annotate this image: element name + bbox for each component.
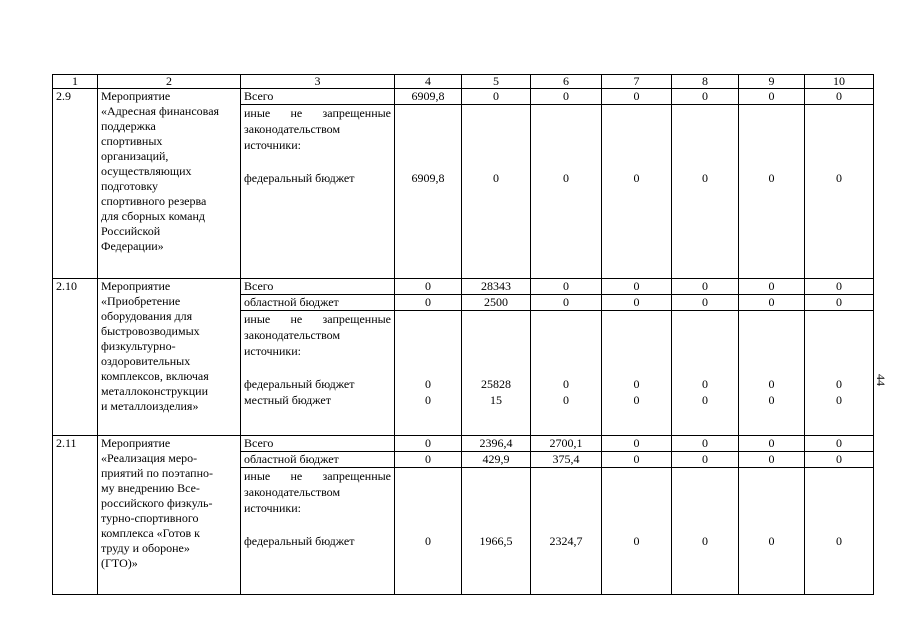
value-cell: 0 — [805, 105, 874, 279]
s210-number: 2.10 — [53, 279, 98, 436]
funding-table — [52, 74, 874, 595]
value-cell: 0 — [531, 279, 602, 295]
header-cell: 2 — [98, 75, 241, 89]
value-cell: 0 — [672, 436, 739, 452]
value-cell: 0 0 — [531, 311, 602, 436]
header-cell: 8 — [672, 75, 739, 89]
s211-number: 2.11 — [53, 436, 98, 595]
header-row — [53, 75, 874, 89]
sources-label-cell: иные не запрещенные законодательством источники: федеральный бюджет — [241, 468, 395, 595]
value-cell: 0 — [672, 452, 739, 468]
value-cell: 0 — [739, 279, 805, 295]
value-cell: 28343 — [462, 279, 531, 295]
value-cell: 0 — [805, 89, 874, 105]
header-cell: 3 — [241, 75, 395, 89]
value-cell: 0 — [395, 468, 462, 595]
value-cell: 0 — [395, 279, 462, 295]
value-cell: 0 — [805, 295, 874, 311]
header-cell: 6 — [531, 75, 602, 89]
value-cell: 0 — [805, 279, 874, 295]
page-number: 44 — [874, 374, 888, 386]
header-cell: 1 — [53, 75, 98, 89]
value-cell: 0 — [395, 295, 462, 311]
value-cell: 0 — [602, 105, 672, 279]
value-cell: 0 — [531, 89, 602, 105]
s210-total-row — [53, 279, 874, 295]
value-cell: 0 — [531, 105, 602, 279]
row-label: областной бюджет — [241, 452, 395, 468]
value-cell: 0 0 — [672, 311, 739, 436]
s29-title: Мероприятие «Адресная финансовая поддержка спортивных организаций, осуществляющих подготовку спортивного резерва для сборных команд Российской Федерации» — [98, 89, 241, 279]
s211-total-row — [53, 436, 874, 452]
value-cell: 0 — [602, 452, 672, 468]
value-cell: 0 — [602, 295, 672, 311]
value-cell: 0 — [602, 89, 672, 105]
value-cell: 2324,7 — [531, 468, 602, 595]
s211-title: Мероприятие «Реализация меро- приятий по поэтапно- му внедрению Все- российского физкуль- турно-спортивного комплекса «Готов к труду и обороне» (ГТО)» — [98, 436, 241, 595]
s29-total-row — [53, 89, 874, 105]
value-cell: 0 — [739, 105, 805, 279]
value-cell: 429,9 — [462, 452, 531, 468]
value-cell: 0 — [462, 89, 531, 105]
s29-number: 2.9 — [53, 89, 98, 279]
value-cell: 0 — [739, 295, 805, 311]
value-cell: 0 — [462, 105, 531, 279]
value-cell: 6909,8 — [395, 89, 462, 105]
value-cell: 0 — [805, 436, 874, 452]
header-cell: 7 — [602, 75, 672, 89]
row-label: Всего — [241, 279, 395, 295]
row-label: Всего — [241, 89, 395, 105]
value-cell: 0 — [602, 279, 672, 295]
value-cell: 0 — [395, 452, 462, 468]
row-label: областной бюджет — [241, 295, 395, 311]
value-cell: 0 — [672, 295, 739, 311]
value-cell: 2396,4 — [462, 436, 531, 452]
value-cell: 0 — [672, 279, 739, 295]
value-cell: 0 — [805, 468, 874, 595]
header-cell: 9 — [739, 75, 805, 89]
value-cell: 0 — [602, 436, 672, 452]
value-cell: 0 — [805, 452, 874, 468]
value-cell: 0 — [672, 468, 739, 595]
header-cell: 5 — [462, 75, 531, 89]
value-cell: 0 — [672, 89, 739, 105]
header-cell: 4 — [395, 75, 462, 89]
value-cell: 25828 15 — [462, 311, 531, 436]
value-cell: 0 — [395, 436, 462, 452]
value-cell: 0 — [531, 295, 602, 311]
value-cell: 0 — [739, 89, 805, 105]
value-cell: 2500 — [462, 295, 531, 311]
value-cell: 0 0 — [805, 311, 874, 436]
value-cell: 375,4 — [531, 452, 602, 468]
sources-label-cell: иные не запрещенные законодательством источники: федеральный бюджет местный бюджет — [241, 311, 395, 436]
value-cell: 0 0 — [395, 311, 462, 436]
s210-title: Мероприятие «Приобретение оборудования для быстровозводимых физкультурно- оздоровительных комплексов, включая металлоконструкции и металлоизделия» — [98, 279, 241, 436]
value-cell: 6909,8 — [395, 105, 462, 279]
header-cell: 10 — [805, 75, 874, 89]
value-cell: 0 — [672, 105, 739, 279]
row-label: Всего — [241, 436, 395, 452]
value-cell: 2700,1 — [531, 436, 602, 452]
value-cell: 0 — [739, 452, 805, 468]
value-cell: 0 — [739, 436, 805, 452]
value-cell: 0 0 — [602, 311, 672, 436]
value-cell: 0 — [602, 468, 672, 595]
value-cell: 0 0 — [739, 311, 805, 436]
sources-label-cell: иные не запрещенные законодательством источники: федеральный бюджет — [241, 105, 395, 279]
value-cell: 1966,5 — [462, 468, 531, 595]
value-cell: 0 — [739, 468, 805, 595]
